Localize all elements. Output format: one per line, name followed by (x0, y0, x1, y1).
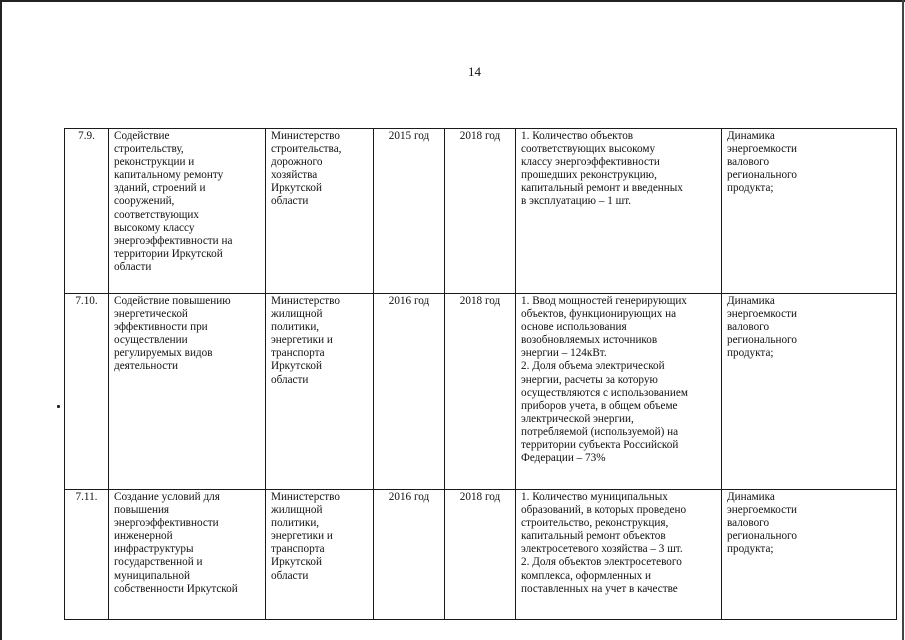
measures-table (64, 128, 897, 620)
table-row (65, 129, 897, 294)
executor: Министерство жилищной политики, энергетики и транспорта Иркутской области (266, 294, 374, 490)
end-year: 2018 год (445, 129, 516, 294)
end-year: 2018 год (445, 490, 516, 620)
start-year: 2015 год (374, 129, 445, 294)
expected-results: 1. Количество объектов соответствующих высокому классу энергоэффективности прошедших реконструкцию, капитальный ремонт и введенных в эксплуатацию – 1 шт. (516, 129, 722, 294)
row-number: 7.9. (65, 129, 109, 294)
row-number: 7.10. (65, 294, 109, 490)
executor: Министерство строительства, дорожного хозяйства Иркутской области (266, 129, 374, 294)
target-indicator: Динамика энергоемкости валового регионального продукта; (722, 294, 897, 490)
event-name: Содействие повышению энергетической эффективности при осуществлении регулируемых видов деятельности (109, 294, 266, 490)
event-name: Создание условий для повышения энергоэффективности инженерной инфраструктуры государственной и муниципальной собственности Иркутской (109, 490, 266, 620)
row-number: 7.11. (65, 490, 109, 620)
page-number: 14 (468, 64, 481, 79)
event-name: Содействие строительству, реконструкции и капитальному ремонту зданий, строений и сооружений, соответствующих высокому классу энергоэффективности на территории Иркутской области (109, 129, 266, 294)
scan-speck (57, 405, 60, 408)
expected-results: 1. Ввод мощностей генерирующих объектов, функционирующих на основе использования возобновляемых источников энергии – 124кВт. 2. Доля объема электрической энергии, расчеты за которую осуществляются с использованием приборов учета, в общем объеме электрической энергии, потребляемой (используемой) на территории субъекта Российской Федерации – 73% (516, 294, 722, 490)
scan-border-left (0, 0, 2, 640)
table-row (65, 490, 897, 620)
expected-results: 1. Количество муниципальных образований, в которых проведено строительство, реконструкция, капитальный ремонт объектов электросетевого хозяйства – 3 шт. 2. Доля объектов электросетевого комплекса, оформленных и поставленных на учет в качестве (516, 490, 722, 620)
scan-border-top (0, 0, 905, 2)
start-year: 2016 год (374, 294, 445, 490)
target-indicator: Динамика энергоемкости валового регионального продукта; (722, 129, 897, 294)
table-row (65, 294, 897, 490)
end-year: 2018 год (445, 294, 516, 490)
start-year: 2016 год (374, 490, 445, 620)
scan-border-right (902, 0, 904, 640)
target-indicator: Динамика энергоемкости валового регионального продукта; (722, 490, 897, 620)
executor: Министерство жилищной политики, энергетики и транспорта Иркутской области (266, 490, 374, 620)
